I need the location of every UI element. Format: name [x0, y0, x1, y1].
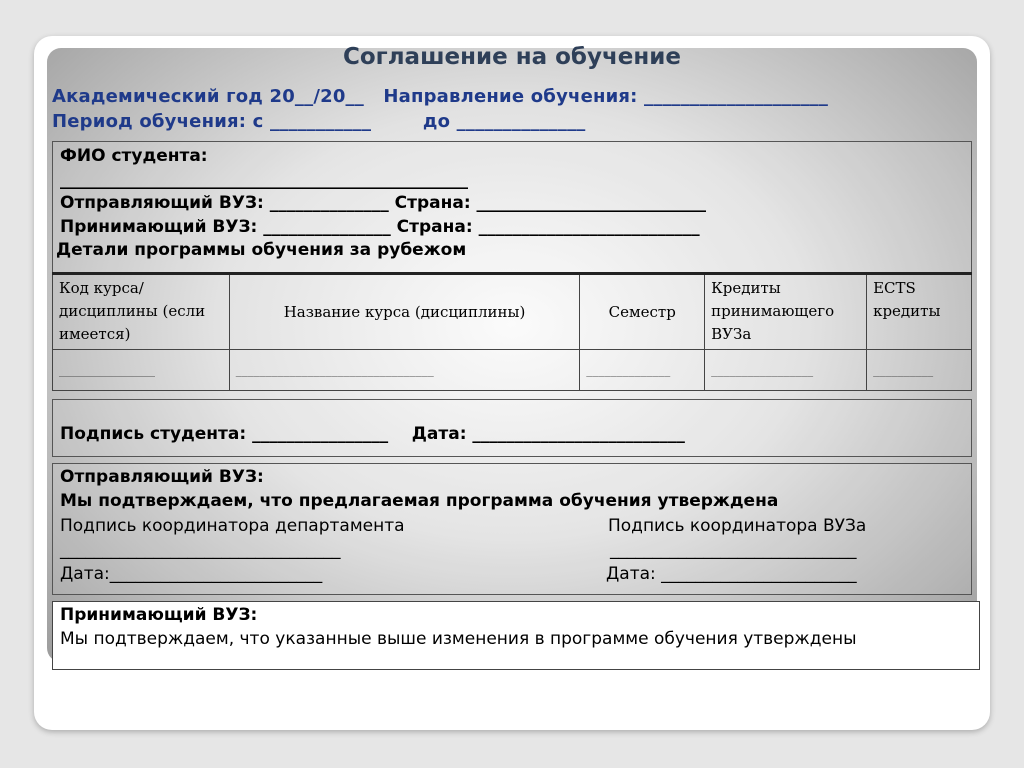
sending-approval-title: Отправляющий ВУЗ: [60, 467, 264, 487]
table-cell-ects-credits[interactable]: __________ [867, 350, 972, 391]
column-header-semester: Семестр [580, 274, 705, 350]
table-cell-code[interactable]: ________________ [53, 350, 230, 391]
receiving-approval-statement: Мы подтверждаем, что указанные выше изменения в программе обучения утверждены [60, 629, 857, 649]
column-header-ects-credits: ECTS кредиты [867, 274, 972, 350]
course-table [52, 272, 972, 391]
academic-year-line: Академический год 20__/20__ Направление обучения: ____________________ [52, 86, 829, 107]
page-title: Соглашение на обучение [343, 44, 681, 70]
university-coordinator-label: Подпись координатора ВУЗа [608, 516, 867, 536]
university-coordinator-signature[interactable]: _____________________________ [610, 540, 857, 560]
table-cell-host-credits[interactable]: _________________ [705, 350, 867, 391]
university-date-field[interactable]: Дата: _______________________ [606, 564, 857, 584]
department-coordinator-signature[interactable]: _________________________________ [60, 540, 341, 560]
column-header-host-credits: Кредиты принимающего ВУЗа [705, 274, 867, 350]
student-name-field[interactable]: ________________________________________________ [60, 170, 468, 190]
receiving-approval-title: Принимающий ВУЗ: [60, 605, 258, 625]
department-coordinator-label: Подпись координатора департамента [60, 516, 405, 536]
table-cell-course-name[interactable]: _________________________________ [229, 350, 580, 391]
student-signature-field[interactable]: Подпись студента: ________________ Дата: _________________________ [60, 424, 685, 444]
column-header-course-name: Название курса (дисциплины) [229, 274, 580, 350]
department-date-field[interactable]: Дата:_________________________ [60, 564, 323, 584]
sending-university-field[interactable]: Отправляющий ВУЗ: ______________ Страна: ___________________________ [60, 193, 707, 213]
receiving-university-field[interactable]: Принимающий ВУЗ: _______________ Страна: __________________________ [60, 217, 700, 237]
program-details-heading: Детали программы обучения за рубежом [56, 240, 467, 260]
table-cell-semester[interactable]: ______________ [580, 350, 705, 391]
sending-approval-statement: Мы подтверждаем, что предлагаемая программа обучения утверждена [60, 491, 779, 511]
student-name-label: ФИО студента: [60, 146, 208, 166]
study-period-line: Период обучения: с ___________ до ______________ [52, 111, 586, 132]
column-header-code: Код курса/дисциплины (если имеется) [53, 274, 230, 350]
